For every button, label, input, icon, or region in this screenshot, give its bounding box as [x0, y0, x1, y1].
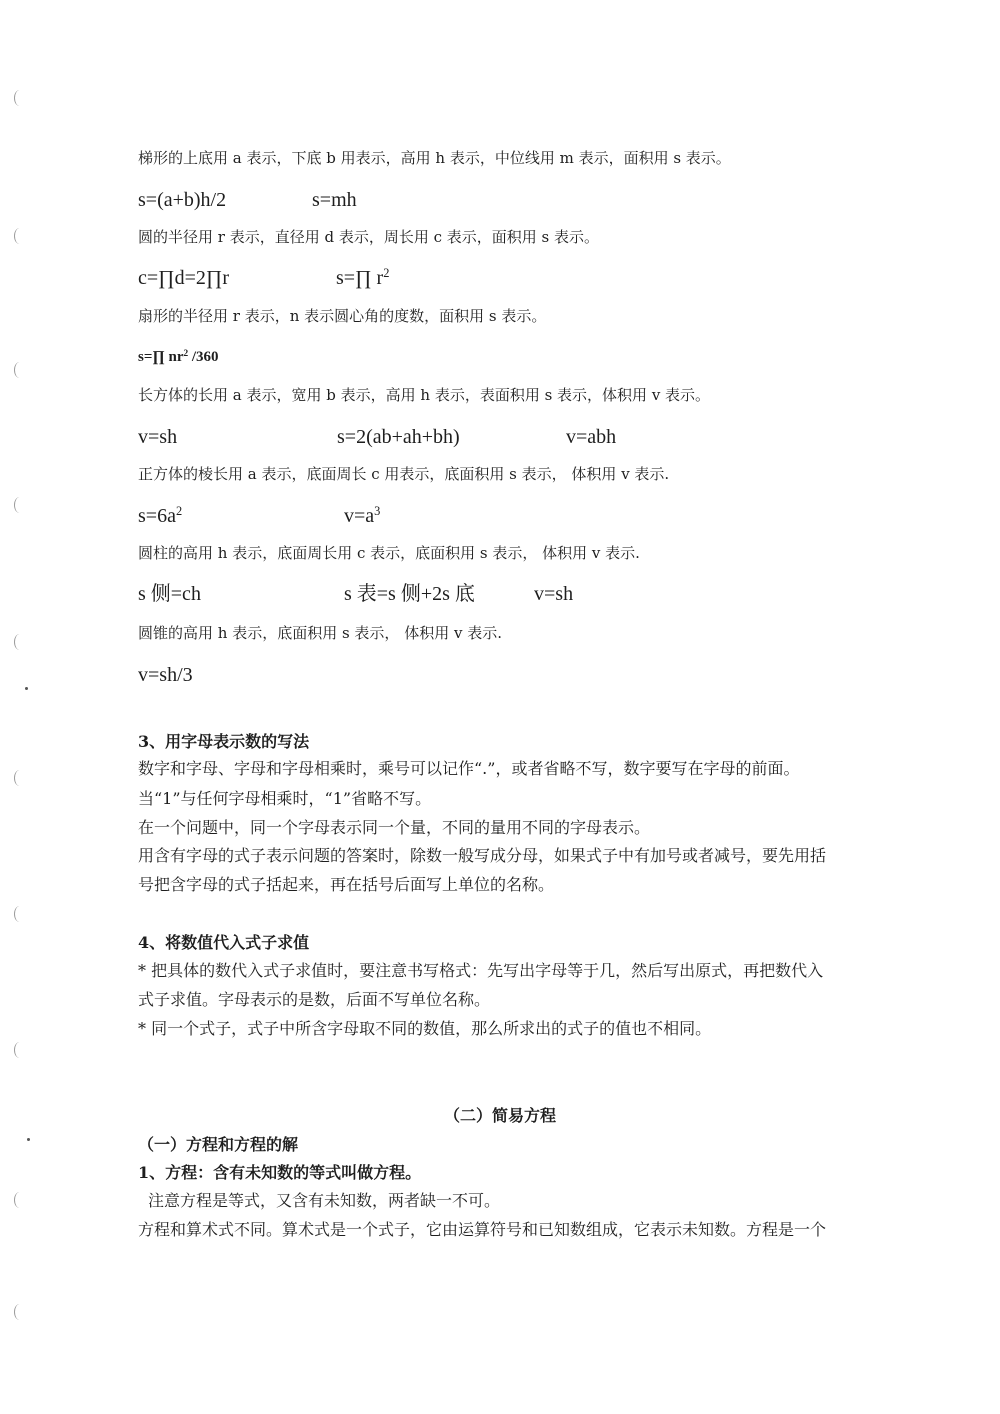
section-3-line: 在一个问题中，同一个字母表示同一个量，不同的量用不同的字母表示。 — [138, 818, 651, 837]
binder-hole — [14, 770, 25, 786]
scan-speck — [25, 687, 28, 690]
chapter-line: 注意方程是等式，又含有未知数，两者缺一不可。 — [148, 1191, 501, 1210]
section-4-line: * 同一个式子，式子中所含字母取不同的数值，那么所求出的式子的值也不相同。 — [138, 1019, 712, 1038]
cone-description: 圆锥的高用 h 表示，底面积用 s 表示， 体积用 v 表示. — [138, 624, 502, 642]
binder-hole — [14, 362, 25, 378]
binder-hole — [14, 906, 25, 922]
cone-formulas — [138, 665, 898, 689]
chapter-line: 方程和算术式不同。算术式是一个式子，它由运算符号和已知数组成，它表示未知数。方程是一个 — [138, 1220, 827, 1239]
sector-area-formula: s=∏ $nr^2$ /360 — [138, 348, 219, 365]
cylinder-lateral-formula: s 侧=ch — [138, 583, 201, 605]
chapter-title: （二）简易方程 — [443, 1106, 556, 1125]
cube-formulas — [138, 506, 898, 530]
cylinder-formulas — [138, 584, 898, 608]
circle-circumference-formula: c=∏d=2∏r — [138, 267, 230, 289]
sector-description: 扇形的半径用 r 表示，n 表示圆心角的度数，面积用 s 表示。 — [138, 307, 547, 325]
binder-hole — [14, 634, 25, 650]
cuboid-description: 长方体的长用 a 表示，宽用 b 表示，高用 h 表示，表面积用 s 表示，体积用 v 表示。 — [138, 386, 711, 404]
cube-description: 正方体的棱长用 a 表示，底面周长 c 用表示，底面积用 s 表示， 体积用 v 表示. — [138, 465, 670, 483]
binder-hole — [14, 1304, 25, 1320]
section-4-heading: 4、将数值代入式子求值 — [138, 933, 310, 952]
section-3-line: 号把含字母的式子括起来，再在括号后面写上单位的名称。 — [138, 875, 555, 894]
trapezoid-description: 梯形的上底用 a 表示，下底 b 用表示，高用 h 表示，中位线用 m 表示，面积用 s 表示。 — [138, 149, 731, 167]
binder-hole — [14, 228, 25, 244]
section-3-line: 当“1”与任何字母相乘时，“1”省略不写。 — [138, 789, 432, 808]
section-3-line: 用含有字母的式子表示问题的答案时，除数一般写成分母，如果式子中有加号或者减号，要先用括 — [138, 846, 827, 865]
scan-speck — [27, 1138, 30, 1141]
section-4-line: * 把具体的数代入式子求值时，要注意书写格式：先写出字母等于几，然后写出原式，再把数代入 — [138, 961, 824, 980]
cuboid-volume-formula: v=sh — [138, 426, 178, 448]
equation-definition: 1、方程：含有未知数的等式叫做方程。 — [138, 1163, 422, 1182]
cuboid-formulas — [138, 427, 898, 451]
cylinder-description: 圆柱的高用 h 表示，底面周长用 c 表示，底面积用 s 表示， 体积用 v 表示. — [138, 544, 640, 562]
cube-volume-formula: $v=a^3$ — [344, 504, 381, 527]
cuboid-volume-abh-formula: v=abh — [566, 426, 617, 448]
binder-hole — [14, 1192, 25, 1208]
binder-hole — [14, 1042, 25, 1058]
cylinder-volume-formula: v=sh — [534, 583, 574, 605]
trapezoid-area-formula: s=(a+b)h/2 — [138, 189, 227, 211]
chapter-sub-heading: （一）方程和方程的解 — [138, 1135, 299, 1154]
cylinder-surface-formula: s 表=s 侧+2s 底 — [344, 583, 475, 605]
cone-volume-formula: v=sh/3 — [138, 664, 193, 686]
binder-hole — [14, 90, 25, 106]
trapezoid-formulas — [138, 190, 898, 214]
trapezoid-median-formula: s=mh — [312, 189, 357, 211]
section-4-line: 式子求值。字母表示的是数，后面不写单位名称。 — [138, 990, 491, 1009]
binder-hole — [14, 497, 25, 513]
section-3-heading: 3、用字母表示数的写法 — [138, 732, 310, 751]
circle-description: 圆的半径用 r 表示，直径用 d 表示，周长用 c 表示，面积用 s 表示。 — [138, 228, 600, 246]
cuboid-surface-formula: s=2(ab+ah+bh) — [337, 426, 460, 448]
circle-area-formula: s=∏ $r^2$ — [336, 266, 390, 289]
section-3-line: 数字和字母、字母和字母相乘时，乘号可以记作“.”，或者省略不写，数字要写在字母的前面。 — [138, 759, 800, 778]
cube-surface-formula: $s=6a^2$ — [138, 504, 183, 527]
circle-formulas — [138, 268, 898, 292]
